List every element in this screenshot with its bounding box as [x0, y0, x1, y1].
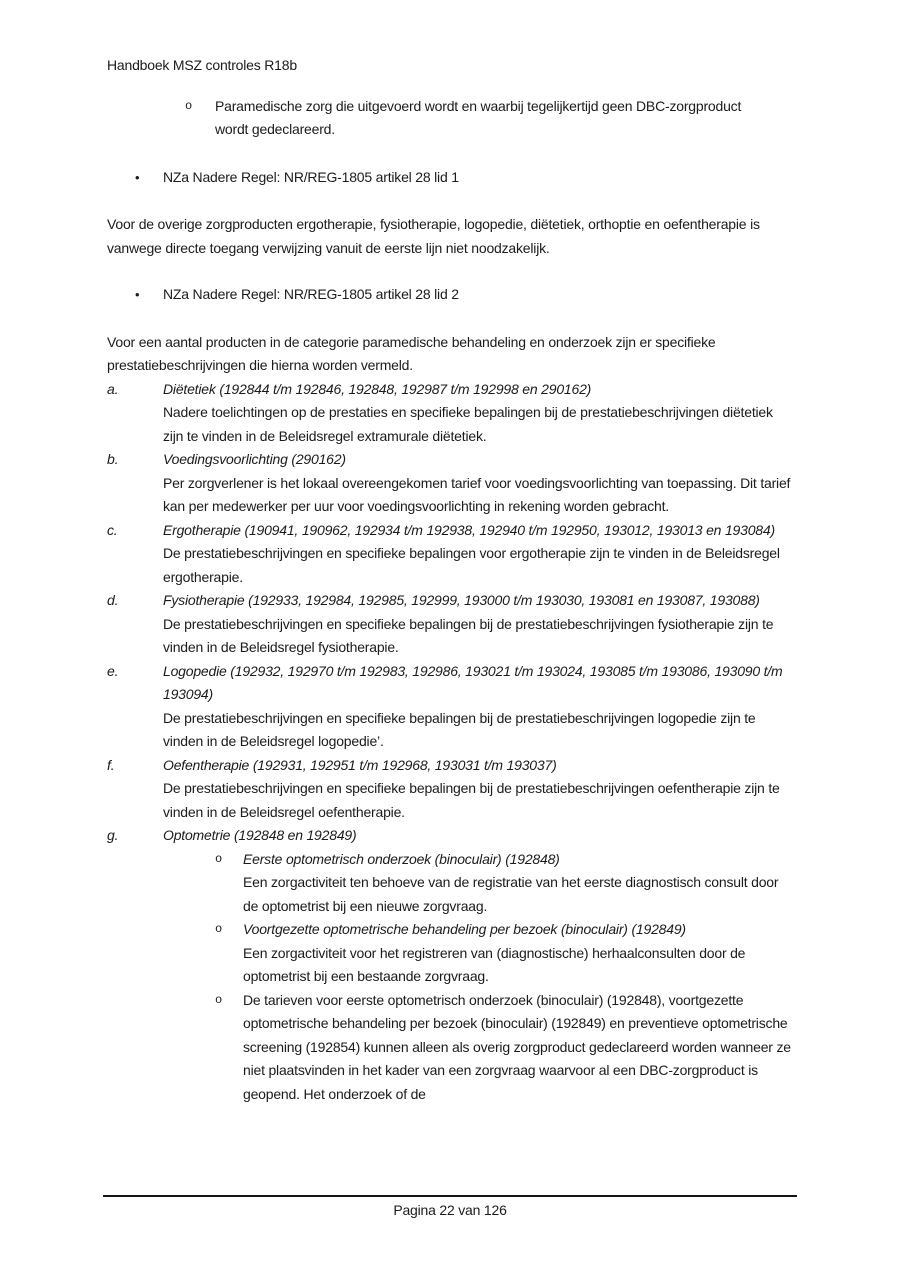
sub-item-body: Een zorgactiviteit voor het registreren van (diagnostische) herhaalconsulten door de optometrist bij een bestaande zorgvraag.: [243, 944, 746, 984]
disc-bullet-icon: •: [135, 287, 140, 302]
list-item-logopedie: [107, 660, 793, 754]
circle-bullet-icon: o: [185, 98, 193, 113]
list-item-body: Nadere toelichtingen op de prestaties en specifieke bepalingen bij de prestatiebeschrijvingen diëtetiek zijn te vinden in de Beleidsregel extramurale diëtetiek.: [163, 404, 773, 444]
intro-sub-bullet: [107, 95, 793, 142]
list-item-heading: Logopedie (192932, 192970 t/m 192983, 192986, 193021 t/m 193024, 193085 t/m 193086, 193090 t/m 193094): [163, 662, 783, 702]
paragraph-overige-zorgproducten: Voor de overige zorgproducten ergotherapie, fysiotherapie, logopedie, diëtetiek, orthoptie en oefentherapie is vanwege directe toegang verwijzing vanuit de eerste lijn niet noodzakelijk.: [107, 216, 760, 256]
list-item-heading: Oefentherapie (192931, 192951 t/m 192968, 193031 t/m 193037): [163, 756, 557, 773]
list-item-body: Per zorgverlener is het lokaal overeengekomen tarief voor voedingsvoorlichting van toepassing. Dit tarief kan per medewerker per uur voor voedingsvoorlichting in rekening worden gebracht.: [163, 474, 791, 514]
list-item-body: De prestatiebeschrijvingen en specifieke bepalingen bij de prestatiebeschrijvingen oefentherapie zijn te vinden in de Beleidsregel oefentherapie.: [163, 780, 780, 820]
list-item-letter: f.: [107, 756, 115, 773]
list-item-letter: b.: [107, 451, 119, 467]
list-item-fysiotherapie: [107, 589, 793, 660]
optometrie-sub-bullet-1: [163, 848, 793, 919]
list-item-letter: c.: [107, 521, 118, 538]
sub-item-heading: Eerste optometrisch onderzoek (binoculair) (192848): [243, 850, 560, 867]
page-number: Pagina 22 van 126: [393, 1202, 507, 1218]
list-item-body: De prestatiebeschrijvingen en specifieke bepalingen bij de prestatiebeschrijvingen logopedie zijn te vinden in de Beleidsregel logopedie’.: [163, 709, 756, 749]
sub-item-body: De tarieven voor eerste optometrisch onderzoek (binoculair) (192848), voortgezette optometrische behandeling per bezoek (binoculair) (192849) en preventieve optometrische screening (192854) kunnen alleen als overig zorgproduct gedeclareerd worden wanneer ze niet plaatsvinden in het kader van een zorgvraag waarvoor al een DBC-zorgproduct is geopend. Het onderzoek of de: [243, 991, 791, 1102]
list-item-heading: Voedingsvoorlichting (290162): [163, 451, 346, 467]
nza-rule-2-text: NZa Nadere Regel: NR/REG-1805 artikel 28 lid 2: [163, 286, 459, 302]
optometrie-sub-bullet-3: [163, 989, 793, 1107]
nza-rule-1-text: NZa Nadere Regel: NR/REG-1805 artikel 28 lid 1: [163, 168, 459, 185]
paragraph-specifieke-prestaties: Voor een aantal producten in de categorie paramedische behandeling en onderzoek zijn er specifieke prestatiebeschrijvingen die hierna worden vermeld.: [107, 333, 716, 373]
document-content: [107, 54, 793, 1106]
document-header: Handboek MSZ controles R18b: [107, 57, 297, 73]
list-item-oefentherapie: [107, 754, 793, 825]
list-item-optometrie: [107, 824, 793, 1106]
list-item-dietetiek: [107, 378, 793, 449]
list-item-letter: g.: [107, 827, 119, 843]
circle-bullet-icon: o: [215, 922, 223, 936]
list-item-body: De prestatiebeschrijvingen en specifieke bepalingen bij de prestatiebeschrijvingen fysiotherapie zijn te vinden in de Beleidsregel fysiotherapie.: [163, 615, 774, 655]
list-item-voedingsvoorlichting: [107, 448, 793, 519]
page-footer: [103, 1195, 797, 1223]
list-item-letter: d.: [107, 592, 119, 608]
nza-rule-bullet-2: [107, 283, 793, 307]
optometrie-sub-bullet-2: [163, 918, 793, 989]
list-item-ergotherapie: [107, 519, 793, 590]
list-item-heading: Fysiotherapie (192933, 192984, 192985, 192999, 193000 t/m 193030, 193081 en 193087, 193088): [163, 592, 760, 608]
sub-item-body: Een zorgactiviteit ten behoeve van de registratie van het eerste diagnostisch consult door de optometrist bij een nieuwe zorgvraag.: [243, 874, 779, 914]
list-item-body: De prestatiebeschrijvingen en specifieke bepalingen voor ergotherapie zijn te vinden in de Beleidsregel ergotherapie.: [163, 545, 780, 585]
intro-sub-bullet-text: Paramedische zorg die uitgevoerd wordt en waarbij tegelijkertijd geen DBC-zorgproduct wordt gedeclareerd.: [215, 97, 742, 137]
list-item-heading: Optometrie (192848 en 192849): [163, 827, 357, 843]
list-item-heading: Diëtetiek (192844 t/m 192846, 192848, 192987 t/m 192998 en 290162): [163, 380, 592, 397]
list-item-letter: e.: [107, 662, 119, 679]
nza-rule-bullet-1: [107, 166, 793, 190]
list-item-letter: a.: [107, 380, 119, 397]
sub-item-heading: Voortgezette optometrische behandeling per bezoek (binoculair) (192849): [243, 921, 686, 937]
circle-bullet-icon: o: [215, 992, 223, 1007]
circle-bullet-icon: o: [215, 851, 223, 866]
list-item-heading: Ergotherapie (190941, 190962, 192934 t/m 192938, 192940 t/m 192950, 193012, 193013 en 193084): [163, 521, 775, 538]
disc-bullet-icon: •: [135, 169, 140, 185]
